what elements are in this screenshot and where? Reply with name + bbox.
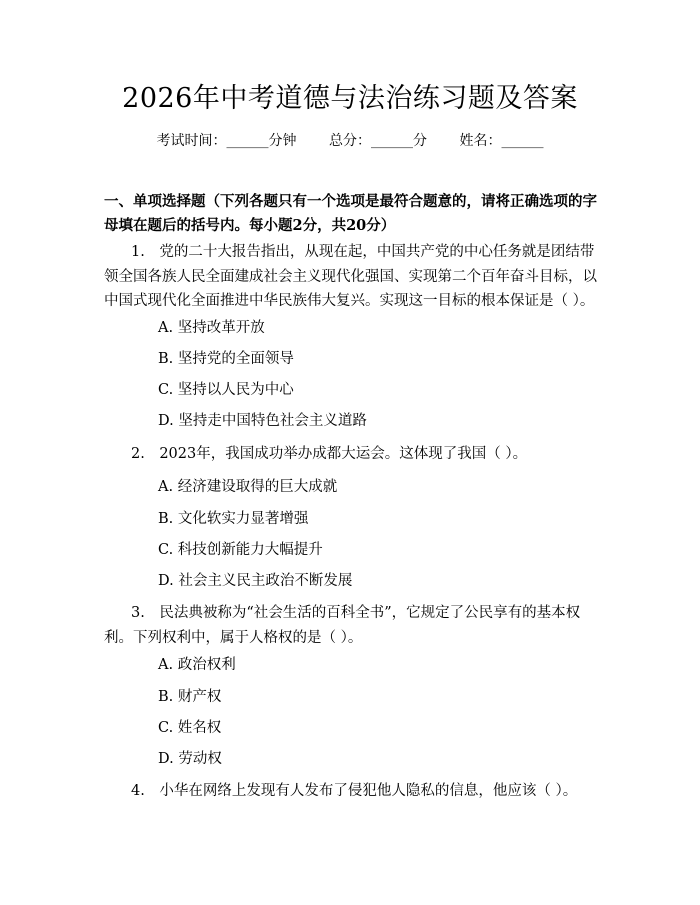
question-3-option-c: C. 姓名权 [158,720,222,736]
document-title: 2026年中考道德与法治练习题及答案 [122,83,578,114]
question-1-option-a: A. 坚持改革开放 [158,320,265,336]
question-3-option-b: B. 财产权 [158,689,222,705]
question-2-option-d: D. 社会主义民主政治不断发展 [158,573,353,589]
question-2-text: 2. 2023年，我国成功举办成都大运会。这体现了我国（ ）。 [131,446,528,462]
question-3-option-d: D. 劳动权 [158,751,222,767]
question-1-option-c: C. 坚持以人民为中心 [158,382,294,398]
question-3-option-a: A. 政治权利 [158,657,236,673]
question-2-option-a: A. 经济建设取得的巨大成就 [158,479,338,495]
name-field: 姓名：______ [459,133,544,149]
section-heading: 一、单项选择题（下列各题只有一个选项是最符合题意的，请将正确选项的字母填在题后的括号内。每小题2分，共20分） [104,193,597,234]
question-2-option-b: B. 文化软实力显著增强 [158,511,309,527]
question-2-option-c: C. 科技创新能力大幅提升 [158,542,323,558]
total-score-field: 总分：______分 [329,133,427,149]
exam-time-field: 考试时间：______分钟 [156,133,297,149]
exam-meta-line [0,131,700,151]
question-3-text: 3. 民法典被称为“社会生活的百科全书”，它规定了公民享有的基本权利。下列权利中，属于人格权的是（ ）。 [104,605,581,646]
question-4-text: 4. 小华在网络上发现有人发布了侵犯他人隐私的信息，他应该（ ）。 [131,783,578,799]
question-1-text: 1. 党的二十大报告指出，从现在起，中国共产党的中心任务就是团结带领全国各族人民全面建成社会主义现代化强国、实现第二个百年奋斗目标，以中国式现代化全面推进中华民族伟大复兴。实现这一目标的根本保证是（ ）。 [104,244,597,309]
question-1-option-b: B. 坚持党的全面领导 [158,351,294,367]
question-1-option-d: D. 坚持走中国特色社会主义道路 [158,413,367,429]
